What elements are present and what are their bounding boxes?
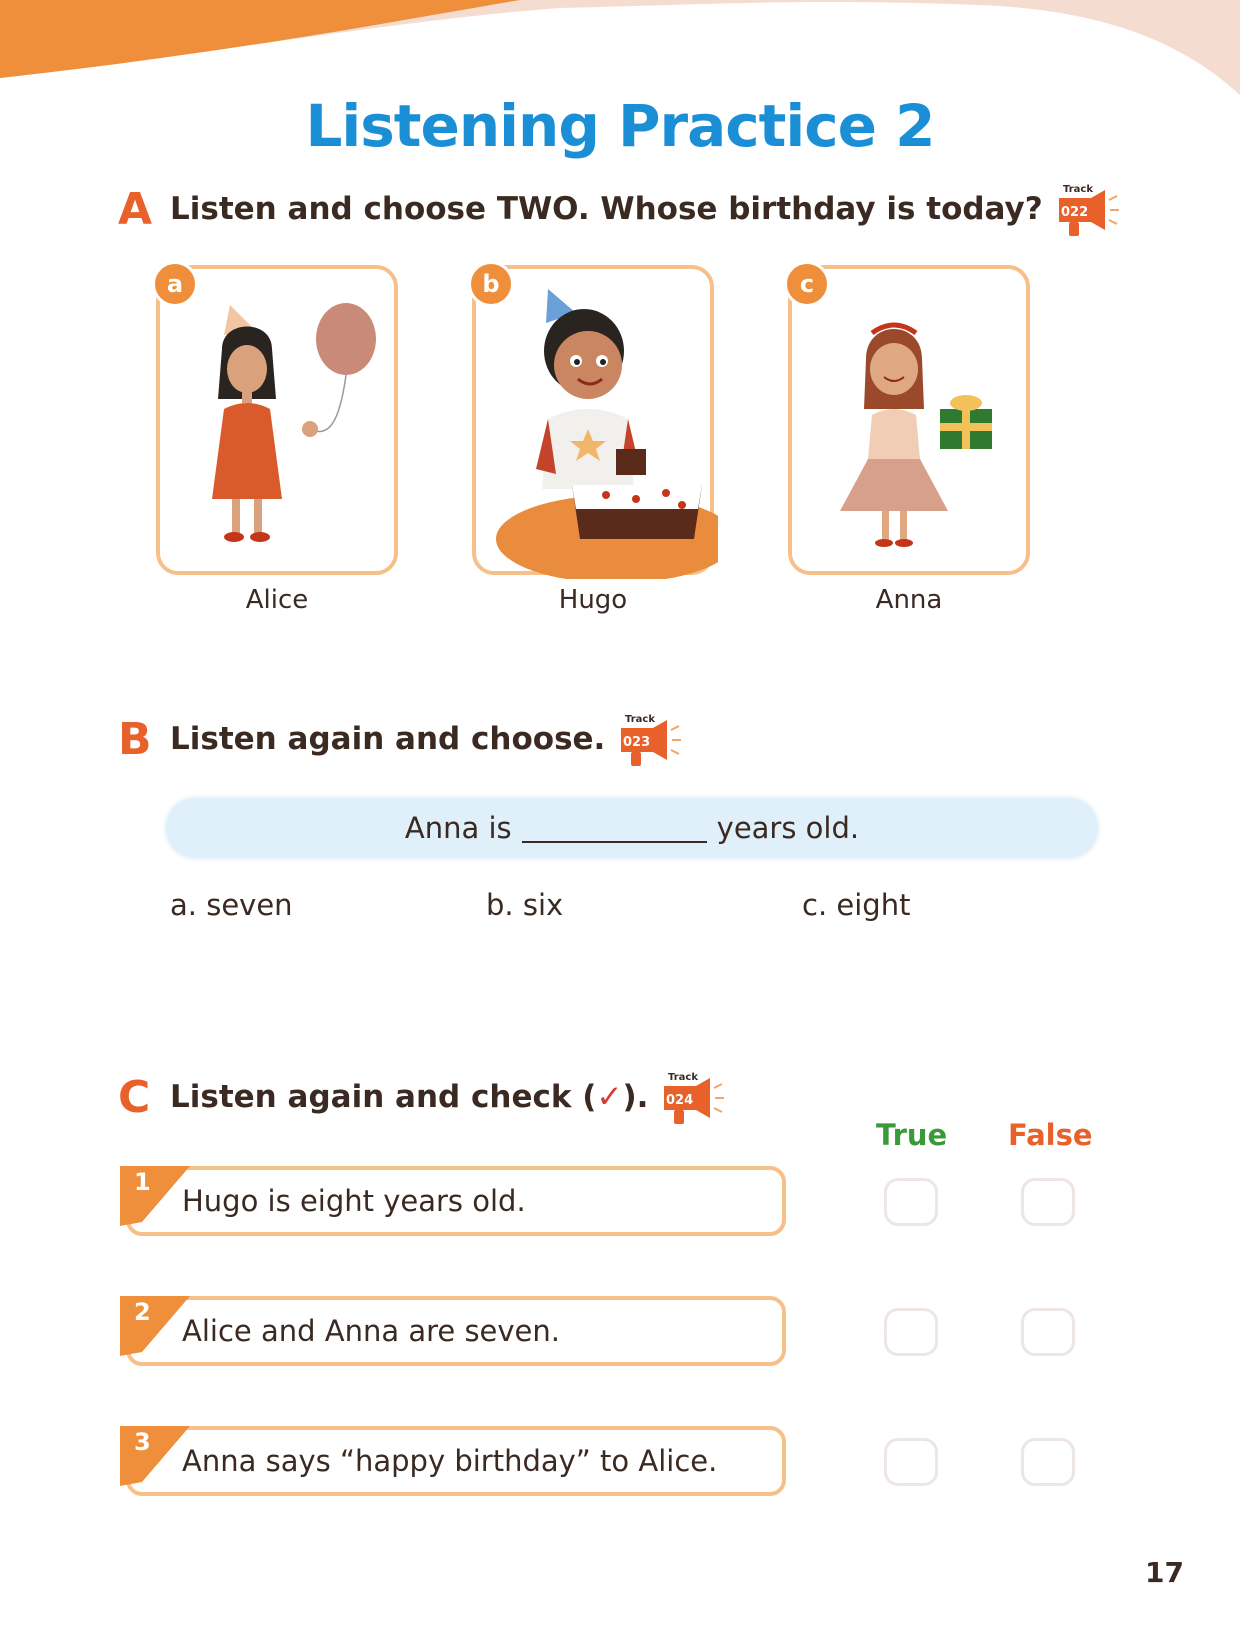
statement-3: [126, 1426, 786, 1496]
card-name-alice: Alice: [245, 585, 309, 615]
choice-card-alice[interactable]: [156, 265, 398, 575]
audio-track-022-icon[interactable]: [1055, 180, 1121, 238]
svg-text:024: 024: [666, 1093, 694, 1108]
section-b-letter: B: [118, 713, 152, 765]
statement-text: Alice and Anna are seven.: [182, 1314, 560, 1348]
page-number: 17: [1145, 1556, 1184, 1589]
section-c-letter: C: [118, 1071, 151, 1123]
false-checkbox-2[interactable]: [1021, 1308, 1075, 1356]
number-flag-icon: [120, 1426, 192, 1488]
statement-text: Hugo is eight years old.: [182, 1184, 526, 1218]
statement-number: 1: [134, 1168, 151, 1196]
option-a[interactable]: a. seven: [170, 888, 293, 922]
section-a-header: [118, 180, 1121, 238]
svg-text:Track: Track: [1062, 184, 1093, 195]
card-badge-b: b: [468, 261, 514, 307]
sentence-start: Anna is: [404, 811, 512, 845]
girl-with-present-illustration: [792, 269, 1034, 579]
statement-text: Anna says “happy birthday” to Alice.: [182, 1444, 718, 1478]
svg-text:Track: Track: [625, 714, 656, 725]
statement-1: [126, 1166, 786, 1236]
section-b-header: [118, 710, 683, 768]
true-checkbox-1[interactable]: [884, 1178, 938, 1226]
girl-with-balloon-illustration: [160, 269, 402, 579]
false-checkbox-3[interactable]: [1021, 1438, 1075, 1486]
statement-number: 2: [134, 1298, 151, 1326]
page-title: Listening Practice 2: [305, 92, 935, 160]
section-a-letter: A: [118, 183, 153, 235]
choice-card-hugo[interactable]: [472, 265, 714, 575]
true-checkbox-2[interactable]: [884, 1308, 938, 1356]
sentence-end: years old.: [716, 811, 860, 845]
card-name-anna: Anna: [875, 585, 943, 615]
true-checkbox-3[interactable]: [884, 1438, 938, 1486]
check-mark-icon: ✓: [596, 1079, 623, 1115]
answer-blank[interactable]: [522, 813, 707, 843]
statement-2: [126, 1296, 786, 1366]
fill-in-sentence: [166, 798, 1098, 858]
boy-cutting-cake-illustration: [476, 269, 718, 579]
card-name-hugo: Hugo: [558, 585, 628, 615]
number-flag-icon: [120, 1296, 192, 1358]
option-c[interactable]: c. eight: [802, 888, 911, 922]
section-a-instruction: Listen and choose TWO. Whose birthday is today?: [170, 191, 1043, 227]
card-badge-a: a: [152, 261, 198, 307]
card-badge-c: c: [784, 261, 830, 307]
choice-card-anna[interactable]: [788, 265, 1030, 575]
false-column-header: False: [1008, 1118, 1093, 1152]
audio-track-023-icon[interactable]: [617, 710, 683, 768]
statement-number: 3: [134, 1428, 151, 1456]
option-b[interactable]: b. six: [486, 888, 564, 922]
section-c-header: [118, 1068, 726, 1126]
number-flag-icon: [120, 1166, 192, 1228]
false-checkbox-1[interactable]: [1021, 1178, 1075, 1226]
audio-track-024-icon[interactable]: [660, 1068, 726, 1126]
true-column-header: True: [876, 1118, 948, 1152]
svg-text:023: 023: [623, 735, 651, 750]
svg-text:Track: Track: [668, 1072, 699, 1083]
section-b-instruction: Listen again and choose.: [170, 721, 606, 757]
svg-text:022: 022: [1060, 205, 1088, 220]
section-c-instruction: Listen again and check (✓).: [170, 1079, 649, 1115]
